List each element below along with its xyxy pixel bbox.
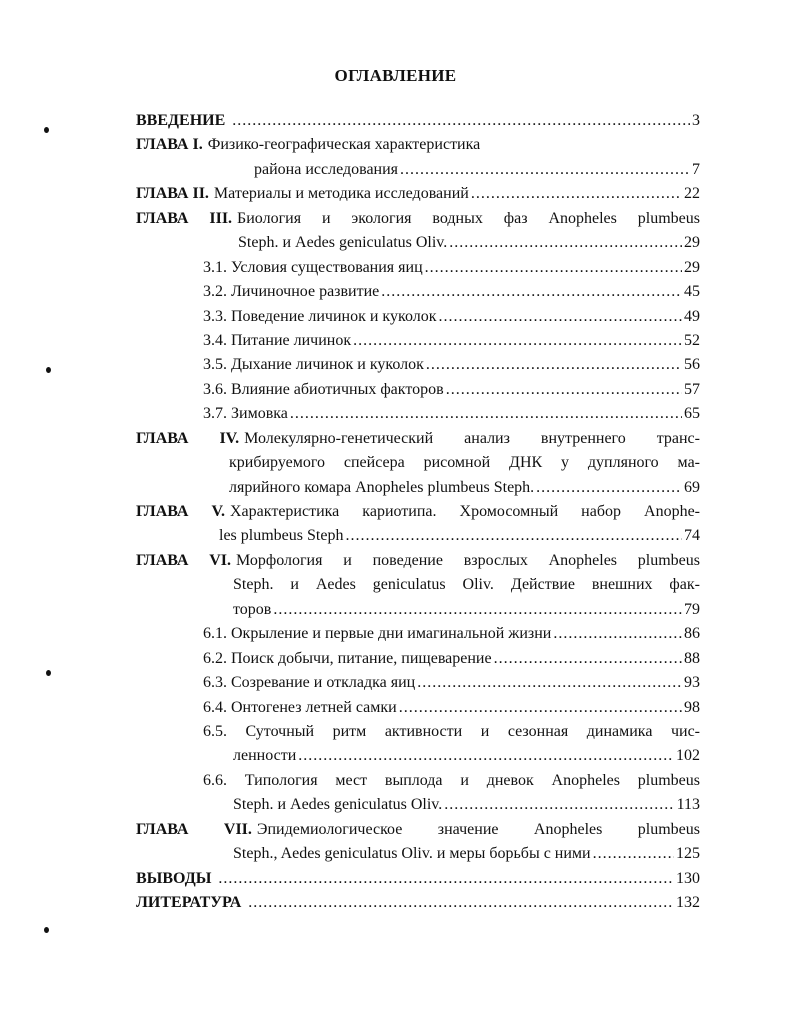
page-number: 52: [684, 331, 700, 349]
page-number: 49: [684, 307, 700, 325]
page-number: 74: [684, 527, 700, 545]
scan-mark: [46, 367, 51, 373]
toc-text: 6.4. Онтогенез летней самки: [203, 698, 397, 716]
dot-leader: [232, 110, 690, 132]
dot-leader: [399, 697, 682, 719]
page-number: 65: [684, 405, 700, 423]
dot-leader: [438, 306, 682, 328]
page-number: 93: [684, 674, 700, 692]
toc-line: [136, 868, 700, 890]
page-number: 132: [676, 894, 700, 912]
dot-leader: [444, 794, 674, 816]
toc-line: [136, 892, 700, 914]
toc-line: [203, 648, 700, 670]
toc-text: 6.3. Созревание и откладка яиц: [203, 674, 416, 692]
toc-text: 3.4. Питание личинок: [203, 331, 352, 349]
toc-text: Эпидемиологическое значение Anopheles plumbeus: [256, 820, 700, 838]
dot-leader: [381, 281, 682, 303]
toc-line: [136, 501, 700, 523]
toc-text: 3.7. Зимовка: [203, 405, 288, 423]
scan-mark: [46, 670, 51, 676]
toc-text: 3.2. Личиночное развитие: [203, 283, 380, 301]
toc-line: [136, 110, 700, 132]
toc-line: [203, 330, 700, 352]
page-number: 130: [676, 869, 700, 887]
toc-text: Молекулярно-генетический анализ внутреннего транс-: [244, 429, 700, 447]
dot-leader: [417, 672, 682, 694]
toc-label: ВЫВОДЫ: [136, 869, 212, 887]
toc-line: [233, 599, 700, 621]
dot-leader: [290, 403, 682, 425]
toc-line: [136, 550, 700, 572]
page-number: 7: [692, 160, 700, 178]
dot-leader: [400, 159, 690, 181]
dot-leader: [248, 892, 674, 914]
page-number: 29: [684, 234, 700, 252]
toc-text: 6.2. Поиск добычи, питание, пищеварение: [203, 649, 492, 667]
toc-line: [203, 623, 700, 645]
page-number: 102: [676, 747, 700, 765]
toc-label: ГЛАВА VII.: [136, 820, 252, 838]
toc-line: [203, 306, 700, 328]
toc-line: [203, 721, 700, 743]
toc-line: [233, 794, 700, 816]
toc-text: крибируемого спейсера рисомной ДНК у дупляного ма-: [229, 454, 700, 472]
page-number: 125: [676, 845, 700, 863]
dot-leader: [345, 525, 682, 547]
page-number: 22: [684, 185, 700, 203]
page-title: ОГЛАВЛЕНИЕ: [334, 66, 457, 85]
dot-leader: [593, 843, 674, 865]
toc-text: лярийного комара Anopheles plumbeus Steph.: [229, 478, 535, 496]
toc-label: ВВЕДЕНИЕ: [136, 112, 226, 129]
toc-line: [203, 672, 700, 694]
toc-line: [203, 697, 700, 719]
toc-text: 6.5. Суточный ритм активности и сезонная динамика чис-: [203, 723, 700, 740]
page-number: 69: [684, 478, 700, 496]
dot-leader: [536, 477, 682, 499]
dot-leader: [218, 868, 674, 890]
dot-leader: [298, 745, 674, 767]
toc-text: 3.1. Условия существования яиц: [203, 258, 423, 276]
toc-line: [203, 379, 700, 401]
toc-line: [233, 843, 700, 865]
toc-label: ГЛАВА II.: [136, 185, 209, 203]
toc-label: ГЛАВА IV.: [136, 429, 240, 447]
toc-line: [203, 257, 700, 279]
toc-text: района исследования: [254, 160, 399, 178]
dot-leader: [471, 183, 682, 205]
toc-line: [136, 134, 700, 156]
toc-line: [203, 281, 700, 303]
toc-text: Steph. и Aedes geniculatus Oliv. Действие внешних фак-: [233, 576, 700, 594]
toc-text: Steph. и Aedes geniculatus Oliv.: [233, 796, 443, 814]
dot-leader: [449, 232, 682, 254]
page-number: 88: [684, 649, 700, 667]
toc-label: ЛИТЕРАТУРА: [136, 894, 242, 912]
toc-text: ленности: [233, 747, 297, 765]
page-number: 113: [676, 796, 700, 814]
toc-text: Характеристика кариотипа. Хромосомный набор Anophe-: [230, 503, 701, 521]
toc-text: 3.6. Влияние абиотичных факторов: [203, 380, 444, 398]
toc-text: 3.5. Дыхание личинок и куколок: [203, 356, 424, 374]
dot-leader: [446, 379, 682, 401]
page-number: 57: [684, 380, 700, 398]
toc-line: [233, 745, 700, 767]
toc-line: [136, 428, 700, 450]
toc-line: [254, 159, 700, 181]
page-number: 79: [684, 600, 700, 618]
toc-text: Биология и экология водных фаз Anopheles plumbeus: [237, 209, 701, 227]
toc-line: [136, 183, 700, 205]
scan-mark: [44, 927, 49, 933]
page-number: 86: [684, 625, 700, 643]
toc-line: [203, 403, 700, 425]
toc-text: торов: [233, 600, 272, 618]
toc-text: Физико-географическая характеристика: [207, 136, 481, 154]
toc-line: [229, 477, 700, 499]
toc-line: [203, 770, 700, 792]
toc-line: [229, 452, 700, 474]
toc-line: [238, 232, 700, 254]
toc-line: [203, 354, 700, 376]
toc-line: [136, 208, 700, 230]
dot-leader: [425, 257, 682, 279]
dot-leader: [553, 623, 682, 645]
toc-text: Steph. и Aedes geniculatus Oliv.: [238, 234, 448, 252]
toc-text: Steph., Aedes geniculatus Oliv. и меры борьбы с ними: [233, 845, 591, 863]
toc-label: ГЛАВА VI.: [136, 551, 232, 569]
toc-text: 6.6. Типология мест выплода и дневок Anopheles plumbeus: [203, 771, 700, 789]
dot-leader: [426, 354, 682, 376]
toc-label: ГЛАВА V.: [136, 503, 225, 521]
page-number: 3: [692, 112, 700, 129]
page-number: 98: [684, 698, 700, 716]
toc-label: ГЛАВА I.: [136, 136, 203, 154]
scan-mark: [44, 127, 49, 133]
toc-text: 3.3. Поведение личинок и куколок: [203, 307, 437, 325]
toc-label: ГЛАВА III.: [136, 209, 233, 227]
toc-line: [219, 525, 700, 547]
toc-text: Морфология и поведение взрослых Anopheles plumbeus: [236, 551, 700, 569]
toc-line: [136, 819, 700, 841]
page-number: 56: [684, 356, 700, 374]
dot-leader: [494, 648, 682, 670]
toc-text: Материалы и методика исследований: [213, 185, 469, 203]
toc-line: [233, 574, 700, 596]
page-number: 45: [684, 283, 700, 301]
toc-text: les plumbeus Steph: [219, 527, 344, 545]
toc-text: 6.1. Окрыление и первые дни имагинальной жизни: [203, 625, 552, 643]
page-number: 29: [684, 258, 700, 276]
dot-leader: [273, 599, 682, 621]
dot-leader: [353, 330, 682, 352]
